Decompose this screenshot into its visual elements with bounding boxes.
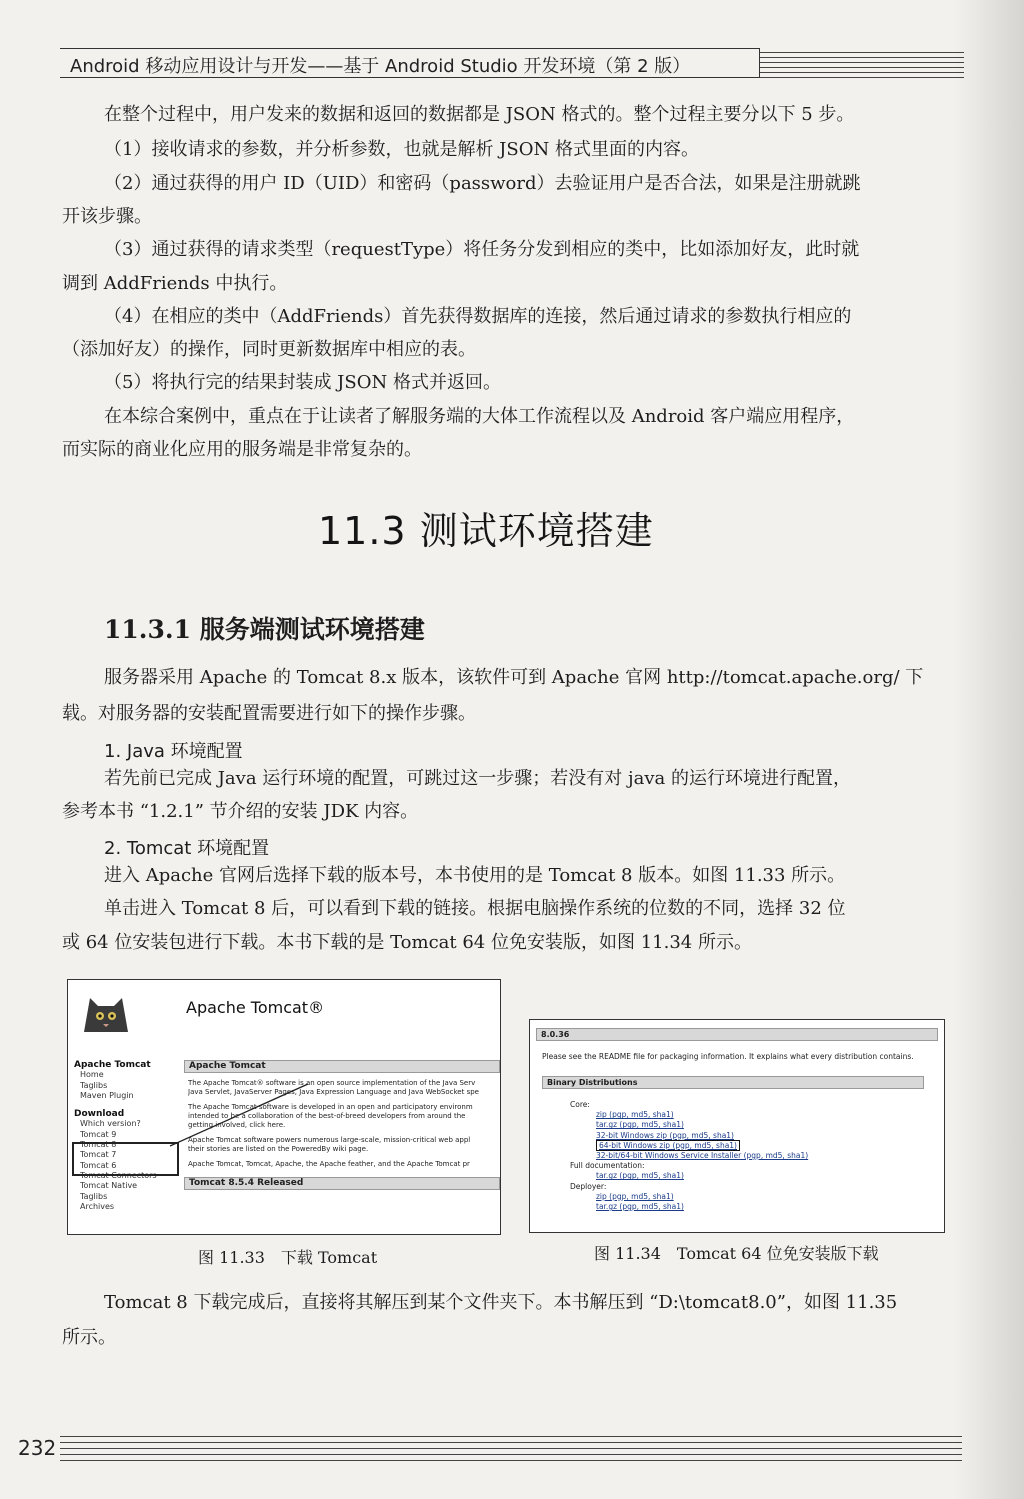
paragraph-line: （5）将执行完的结果封装成 JSON 格式并返回。 — [104, 372, 501, 393]
intro-text: intended to be a collaboration of the best-of-breed developers from around the — [188, 1112, 466, 1120]
app-title: Apache Tomcat® — [186, 998, 325, 1017]
nav-link-taglibs[interactable]: Taglibs — [80, 1080, 108, 1090]
intro-text: their stories are listed on the PoweredBy wiki page. — [188, 1145, 369, 1153]
highlight-box — [596, 1140, 740, 1151]
paragraph-line: 而实际的商业化应用的服务端是非常复杂的。 — [62, 439, 422, 460]
core-label: Core: — [570, 1100, 590, 1109]
intro-text: Apache Tomcat software powers numerous large-scale, mission-critical web appl — [188, 1136, 471, 1144]
left-nav — [74, 1060, 174, 1212]
click-here-link[interactable]: getting involved, click here. — [188, 1121, 286, 1129]
paragraph-line: （2）通过获得的用户 ID（UID）和密码（password）去验证用户是否合法，如果是注册就跳 — [104, 173, 861, 194]
paragraph-line: （1）接收请求的参数，并分析参数，也就是解析 JSON 格式里面的内容。 — [104, 139, 699, 160]
nav-link-home[interactable]: Home — [80, 1070, 104, 1080]
paragraph-line: 服务器采用 Apache 的 Tomcat 8.x 版本，该软件可到 Apache 官网 http://tomcat.apache.org/ 下 — [104, 667, 924, 688]
download-link[interactable]: zip (pgp, md5, sha1) — [596, 1191, 674, 1201]
intro-text: The Apache Tomcat software is developed in an open and participatory environm — [188, 1103, 473, 1111]
binary-bar: Binary Distributions — [542, 1076, 924, 1089]
download-link[interactable]: tar.gz (pgp, md5, sha1) — [596, 1120, 684, 1130]
figure-caption: 图 11.34 Tomcat 64 位免安装版下载 — [594, 1244, 879, 1263]
readme-note: Please see the README file for packaging information. It explains what every distribution contains. — [542, 1052, 914, 1061]
nav-link-which-version[interactable]: Which version? — [80, 1119, 141, 1129]
content-bar: Apache Tomcat — [184, 1060, 500, 1073]
nav-link-tomcat-8[interactable]: Tomcat 8 — [80, 1140, 117, 1150]
nav-link-tomcat-6[interactable]: Tomcat 6 — [80, 1160, 117, 1170]
section-title: 11.3 测试环境搭建 — [318, 509, 654, 553]
step-heading: 1. Java 环境配置 — [104, 741, 243, 762]
nav-link-tomcat-native[interactable]: Tomcat Native — [80, 1181, 138, 1191]
paragraph-line: 所示。 — [62, 1327, 116, 1348]
download-link[interactable]: 32-bit/64-bit Windows Service Installer (pgp, md5, sha1) — [596, 1151, 809, 1161]
paragraph-line: Tomcat 8 下载完成后，直接将其解压到某个文件夹下。本书解压到 “D:\tomcat8.0”，如图 11.35 — [104, 1292, 898, 1313]
nav-link-tomcat-connectors[interactable]: Tomcat Connectors — [80, 1170, 157, 1180]
download-link[interactable]: zip (pgp, md5, sha1) — [596, 1110, 674, 1120]
paragraph-line: 或 64 位安装包进行下载。本书下载的是 Tomcat 64 位免安装版，如图 11.34 所示。 — [62, 932, 752, 953]
paragraph-line: （3）通过获得的请求类型（requestType）将任务分发到相应的类中，比如添加好友，此时就 — [104, 239, 860, 260]
tomcat-download-screenshot — [529, 1019, 945, 1233]
page-edge-shadow — [954, 0, 1024, 1499]
figure-caption: 图 11.33 下载 Tomcat — [198, 1248, 378, 1267]
subsection-title: 11.3.1 服务端测试环境搭建 — [104, 615, 425, 644]
download-title: Download — [74, 1109, 125, 1120]
step-heading: 2. Tomcat 环境配置 — [104, 838, 270, 859]
paragraph-line: 开该步骤。 — [62, 206, 152, 227]
nav-link-tomcat-9[interactable]: Tomcat 9 — [80, 1129, 117, 1139]
deployer-label: Deployer: — [570, 1181, 607, 1191]
nav-title: Apache Tomcat — [74, 1060, 151, 1070]
intro-text: Apache Tomcat, Tomcat, Apache, the Apache feather, and the Apache Tomcat pr — [188, 1160, 470, 1168]
paragraph-line: 参考本书 “1.2.1” 节介绍的安装 JDK 内容。 — [62, 801, 419, 822]
download-link[interactable]: tar.gz (pgp, md5, sha1) — [596, 1202, 684, 1212]
download-link-64bit-zip[interactable]: 64-bit Windows zip (pgp, md5, sha1) — [599, 1140, 737, 1150]
page-number: 232 — [18, 1436, 57, 1460]
intro-text: Java Servlet, JavaServer Pages, Java Expression Language and Java WebSocket spe — [188, 1088, 479, 1096]
paragraph-line: 调到 AddFriends 中执行。 — [62, 273, 288, 294]
paragraph-line: 载。对服务器的安装配置需要进行如下的操作步骤。 — [62, 703, 476, 724]
paragraph-line: 进入 Apache 官网后选择下载的版本号，本书使用的是 Tomcat 8 版本。如图 11.33 所示。 — [104, 865, 846, 886]
release-bar: Tomcat 8.5.4 Released — [184, 1177, 500, 1190]
intro-text: The Apache Tomcat® software is an open source implementation of the Java Serv — [188, 1079, 476, 1087]
paragraph-line: 在本综合案例中，重点在于让读者了解服务端的大体工作流程以及 Android 客户端应用程序， — [104, 406, 855, 427]
paragraph-line: 在整个过程中，用户发来的数据和返回的数据都是 JSON 格式的。整个过程主要分以下 5 步。 — [104, 104, 855, 125]
highlight-box — [72, 1142, 179, 1176]
paragraph-line: （4）在相应的类中（AddFriends）首先获得数据库的连接，然后通过请求的参数执行相应的 — [104, 306, 852, 327]
nav-link-archives[interactable]: Archives — [80, 1201, 115, 1211]
main-content — [184, 1060, 500, 1234]
paragraph-line: （添加好友）的操作，同时更新数据库中相应的表。 — [62, 339, 476, 360]
paragraph-line: 单击进入 Tomcat 8 后，可以看到下载的链接。根据电脑操作系统的位数的不同，选择 32 位 — [104, 898, 846, 919]
download-link[interactable]: tar.gz (pgp, md5, sha1) — [596, 1171, 684, 1181]
tomcat-homepage-screenshot — [67, 979, 501, 1235]
tomcat-logo-icon — [76, 984, 136, 1036]
download-link[interactable]: 32-bit Windows zip (pgp, md5, sha1) — [596, 1130, 734, 1140]
nav-link-taglibs-2[interactable]: Taglibs — [80, 1191, 108, 1201]
paragraph-line: 若先前已完成 Java 运行环境的配置，可跳过这一步骤；若没有对 java 的运行环境进行配置， — [104, 768, 851, 789]
running-header: Android 移动应用设计与开发——基于 Android Studio 开发环境（第 2 版） — [70, 56, 691, 77]
nav-link-maven-plugin[interactable]: Maven Plugin — [80, 1090, 134, 1100]
full-doc-label: Full documentation: — [570, 1161, 645, 1171]
version-bar: 8.0.36 — [536, 1028, 938, 1041]
nav-link-tomcat-7[interactable]: Tomcat 7 — [80, 1150, 117, 1160]
